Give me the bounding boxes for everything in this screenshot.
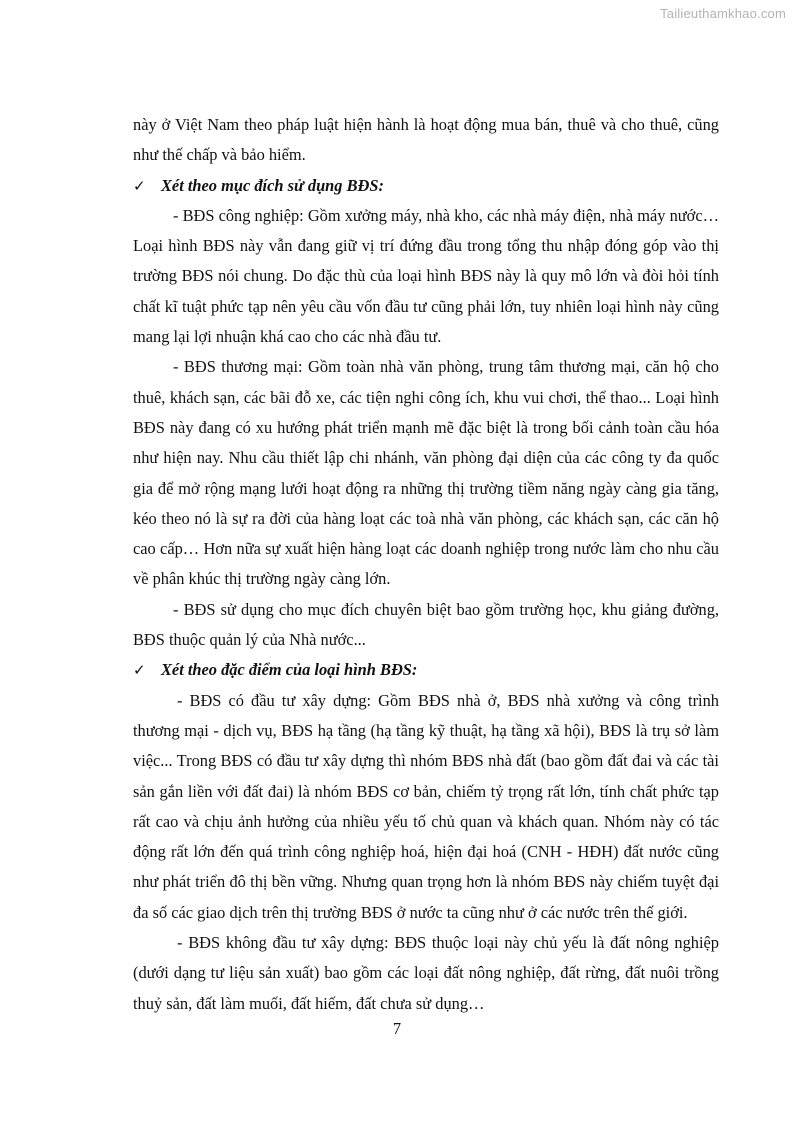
paragraph: - BĐS không đầu tư xây dựng: BĐS thuộc loại này chủ yếu là đất nông nghiệp (dưới dạng tư liệu sản xuất) bao gồm các loại đất nông nghiệp, đất rừng, đất nuôi trồng thuỷ sản, đất làm muối, đất hiếm, đất chưa sử dụng… — [133, 933, 719, 1013]
paragraph: - BĐS thương mại: Gồm toàn nhà văn phòng, trung tâm thương mại, căn hộ cho thuê, khách sạn, các bãi đỗ xe, các tiện nghi công ích, khu vui chơi, thể thao... Loại hình BĐS này đang có xu hướng phát triển mạnh mẽ đặc biệt là trong bối cảnh toàn cầu hóa như hiện nay. Nhu cầu thiết lập chi nhánh, văn phòng đại diện của các công ty đa quốc gia để mở rộng mạng lưới hoạt động ra những thị trường tiềm năng ngày càng gia tăng, kéo theo nó là sự ra đời của hàng loạt các toà nhà văn phòng, các khách sạn, các căn hộ cao cấp… Hơn nữa sự xuất hiện hàng loạt các doanh nghiệp trong nước làm cho nhu cầu về phân khúc thị trường ngày càng lớn. — [133, 357, 719, 589]
paragraph: này ở Việt Nam theo pháp luật hiện hành là hoạt động mua bán, thuê và cho thuê, cũng như thế chấp và bảo hiểm. — [133, 115, 719, 165]
paragraph: - BĐS sử dụng cho mục đích chuyên biệt bao gồm trường học, khu giảng đường, BĐS thuộc quản lý của Nhà nước... — [133, 599, 719, 650]
checkmark-icon: ✓ — [133, 661, 146, 680]
section-heading-text: Xét theo đặc điểm của loại hình BĐS: — [161, 660, 418, 680]
paragraph: - BĐS có đầu tư xây dựng: Gồm BĐS nhà ở, BĐS nhà xưởng và công trình thương mại - dịch vụ, BĐS hạ tầng (hạ tầng kỹ thuật, hạ tầng xã hội), BĐS là trụ sở làm việc... Trong BĐS có đầu tư xây dựng thì nhóm BĐS nhà đất (bao gồm đất đai và các tài sản gắn liền với đất đai) là nhóm BĐS cơ bản, chiếm tỷ trọng rất lớn, tính chất phức tạp rất cao và chịu ảnh hưởng của nhiều yếu tố chủ quan và khách quan. Nhóm này có tác động rất lớn đến quá trình công nghiệp hoá, hiện đại hoá (CNH - HĐH) đất nước cũng như phát triển đô thị bền vững. Nhưng quan trọng hơn là nhóm BĐS này chiếm tuyệt đại đa số các giao dịch trên thị trường BĐS ở nước ta cũng như ở các nước trên thế giới. — [133, 690, 719, 922]
checkmark-icon: ✓ — [133, 176, 146, 195]
section-heading — [133, 655, 719, 685]
section-heading — [133, 171, 719, 201]
document-body — [133, 110, 719, 1019]
page-number: 7 — [392, 1019, 402, 1038]
paragraph: - BĐS công nghiệp: Gồm xưởng máy, nhà kho, các nhà máy điện, nhà máy nước… Loại hình BĐS này vẫn đang giữ vị trí đứng đầu trong tổng thu nhập đóng góp vào thị trường BĐS nói chung. Do đặc thù của loại hình BĐS này là quy mô lớn và đòi hỏi tính chất kĩ tuật phức tạp nên yêu cầu vốn đầu tư cũng phải lớn, tuy nhiên loại hình này cũng mang lại lợi nhuận khá cao cho các nhà đầu tư. — [133, 205, 719, 347]
watermark: Tailieuthamkhao.com — [660, 6, 786, 21]
section-heading-text: Xét theo mục đích sử dụng BĐS: — [161, 175, 384, 195]
